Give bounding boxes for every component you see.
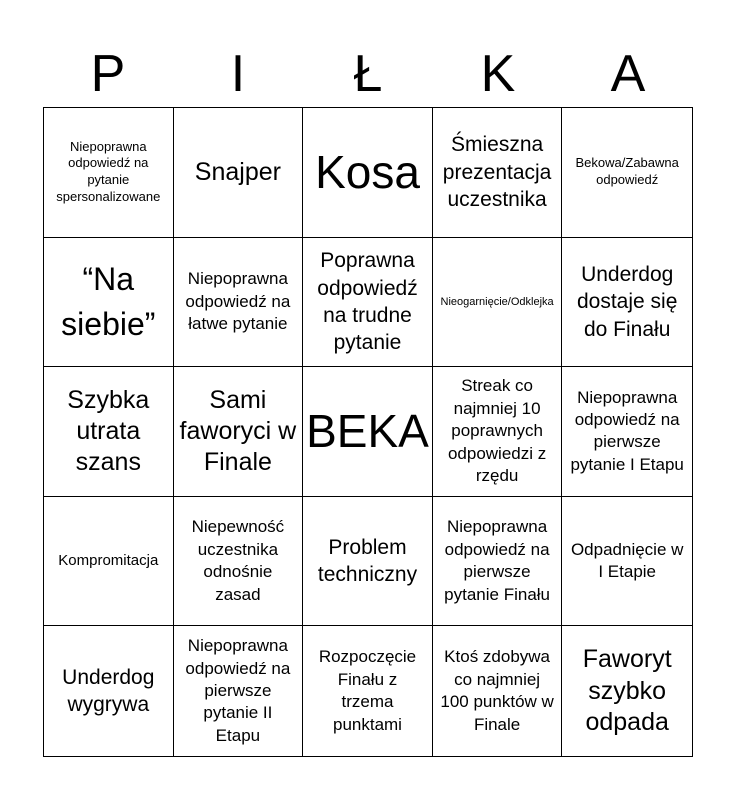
bingo-cell-r5c5[interactable]: [562, 626, 692, 756]
cell-text: Bekowa/Zabawna odpowiedź: [575, 155, 679, 188]
cell-text: Niepoprawna odpowiedź na pierwsze pytanie I Etapu: [570, 387, 684, 474]
cell-text: Odpadnięcie w I Etapie: [570, 539, 684, 582]
bingo-cell-r2c3[interactable]: [303, 238, 433, 368]
bingo-cell-r2c4[interactable]: [433, 238, 563, 368]
cell-text: Snajper: [194, 157, 281, 186]
header-letter-l: Ł: [353, 45, 383, 103]
bingo-cell-r3c1[interactable]: [44, 367, 174, 497]
header-letter-i: I: [230, 45, 246, 103]
bingo-header: [43, 40, 693, 108]
header-letter-k: K: [480, 45, 516, 103]
header-letter-p: P: [90, 45, 126, 103]
cell-text: Nieogarnięcie/Odklejka: [440, 295, 554, 308]
bingo-cell-r1c2[interactable]: [174, 108, 304, 238]
cell-text: Niepoprawna odpowiedź na pierwsze pytanie Finału: [444, 517, 551, 604]
cell-text: Underdog dostaje się do Finału: [576, 262, 678, 341]
bingo-cell-r2c2[interactable]: [174, 238, 304, 368]
cell-text: Rozpoczęcie Finału z trzema punktami: [318, 647, 417, 734]
bingo-cell-r1c3[interactable]: [303, 108, 433, 238]
bingo-cell-r5c1[interactable]: [44, 626, 174, 756]
bingo-cell-r1c5[interactable]: [562, 108, 692, 238]
bingo-cell-r2c5[interactable]: [562, 238, 692, 368]
cell-text: Streak co najmniej 10 poprawnych odpowiedzi z rzędu: [447, 376, 547, 486]
cell-text: Niepoprawna odpowiedź na łatwe pytanie: [185, 269, 291, 334]
cell-text: Sami faworyci w Finale: [179, 385, 297, 477]
cell-text: Kompromitacja: [58, 552, 159, 570]
cell-text: Niepoprawna odpowiedź na pierwsze pytanie II Etapu: [185, 636, 291, 745]
cell-text: Śmieszna prezentacja uczestnika: [442, 133, 552, 211]
cell-text: Kosa: [315, 146, 420, 198]
bingo-cell-r4c5[interactable]: [562, 497, 692, 627]
cell-text: BEKA: [306, 405, 429, 458]
bingo-cell-r3c5[interactable]: [562, 367, 692, 497]
bingo-cell-r4c4[interactable]: [433, 497, 563, 627]
cell-text: Underdog wygrywa: [62, 665, 155, 717]
bingo-cell-r5c2[interactable]: [174, 626, 304, 756]
cell-text: Poprawna odpowiedź na trudne pytanie: [317, 249, 418, 355]
cell-text: “Na siebie”: [61, 261, 156, 342]
bingo-grid: [43, 107, 693, 757]
bingo-cell-r4c2[interactable]: [174, 497, 304, 627]
cell-text: Niepoprawna odpowiedź na pytanie spersonalizowane: [56, 138, 161, 205]
bingo-cell-r3c2[interactable]: [174, 367, 304, 497]
bingo-cell-r4c3[interactable]: [303, 497, 433, 627]
cell-text: Faworyt szybko odpada: [582, 645, 672, 736]
bingo-cell-r2c1[interactable]: [44, 238, 174, 368]
bingo-cell-r4c1[interactable]: [44, 497, 174, 627]
cell-text: Szybka utrata szans: [67, 385, 150, 477]
bingo-cell-r1c4[interactable]: [433, 108, 563, 238]
bingo-cell-r1c1[interactable]: [44, 108, 174, 238]
bingo-cell-r5c4[interactable]: [433, 626, 563, 756]
cell-text: Niepewność uczestnika odnośnie zasad: [191, 517, 285, 604]
bingo-cell-r3c4[interactable]: [433, 367, 563, 497]
header-letter-a: A: [610, 45, 646, 103]
cell-text: Ktoś zdobywa co najmniej 100 punktów w Finale: [440, 647, 554, 734]
cell-text: Problem techniczny: [317, 535, 418, 587]
bingo-cell-r3c3[interactable]: [303, 367, 433, 497]
bingo-cell-r5c3[interactable]: [303, 626, 433, 756]
